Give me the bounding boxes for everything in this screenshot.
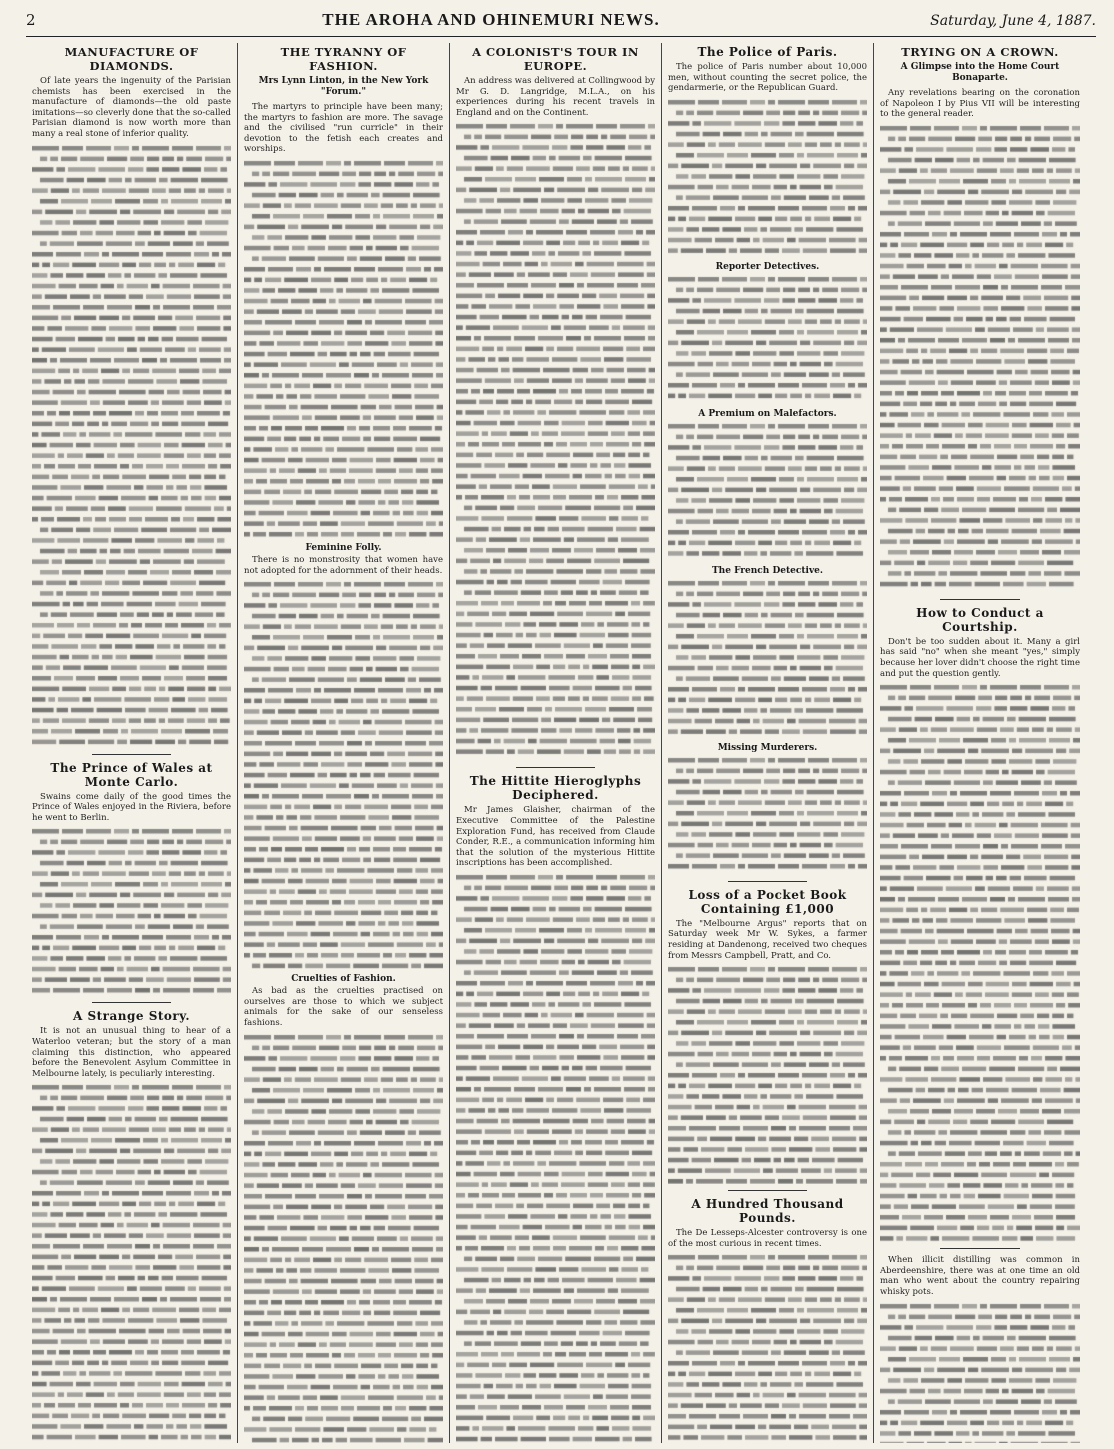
- article-body-text: [668, 755, 867, 875]
- article-lead: It is not an unusual thing to hear of a Waterloo veteran; but the story of a man claiming this distinction, who appeared before the Benevolent Asylum Committee in Melbourne lately, is peculiarly interesting.: [32, 1026, 231, 1079]
- newspaper-title: THE AROHA AND OHINEMURI NEWS.: [322, 10, 660, 29]
- article-body-text: [668, 274, 867, 404]
- article-body-text: [32, 143, 231, 748]
- article-subheading: Reporter Detectives.: [715, 261, 820, 272]
- article-heading: Loss of a Pocket Book Containing £1,000: [688, 887, 847, 916]
- article-subheading: Feminine Folly.: [305, 542, 382, 553]
- article-heading: The Police of Paris.: [697, 45, 838, 59]
- article-body-text: [32, 1082, 231, 1443]
- article-paragraph: When illicit distilling was common in Aberdeenshire, there was at one time an old man who went about the country repairing whisky pots.: [880, 1255, 1080, 1297]
- divider: [92, 1002, 172, 1003]
- divider: [516, 767, 596, 768]
- article-body-text: [668, 1252, 867, 1443]
- article-subheading: The French Detective.: [711, 565, 824, 576]
- article-lead: Don't be too sudden about it. Many a girl has said "no" when she meant "yes," simply because her lover didn't choose the right time and put the question gently.: [880, 636, 1080, 679]
- masthead: [26, 10, 1096, 37]
- article-body-text: [880, 682, 1080, 1242]
- article-body-text: [456, 872, 655, 1443]
- article-byline: A Glimpse into the Home Court Bonaparte.: [900, 62, 1060, 83]
- article-subheading: Missing Murderers.: [717, 742, 818, 753]
- issue-date: Saturday, June 4, 1887.: [930, 13, 1096, 29]
- article-heading: The Prince of Wales at Monte Carlo.: [50, 760, 213, 789]
- article-body-text: [668, 421, 867, 561]
- article-body-text: [244, 158, 443, 538]
- article-lead: Any revelations bearing on the coronation of Napoleon I by Pius VII will be interesting to the general reader.: [880, 88, 1080, 120]
- article-body-text: [244, 579, 443, 969]
- article-body-text: [32, 826, 231, 996]
- column-4: [662, 43, 874, 1443]
- article-heading: The Hittite Hieroglyphs Deciphered.: [469, 774, 642, 803]
- article-byline: Mrs Lynn Linton, in the New York "Forum.": [258, 76, 429, 97]
- page-number: 2: [26, 11, 36, 29]
- divider: [940, 599, 1020, 600]
- article-heading: A Hundred Thousand Pounds.: [691, 1197, 844, 1226]
- article-heading: TRYING ON A CROWN.: [901, 45, 1059, 59]
- column-5: [874, 43, 1086, 1443]
- article-heading: A Strange Story.: [72, 1009, 191, 1024]
- article-subheading: A Premium on Malefactors.: [698, 408, 837, 419]
- article-heading: MANUFACTURE OF DIAMONDS.: [64, 45, 199, 73]
- article-lead: An address was delivered at Collingwood by Mr G. D. Langridge, M.L.A., on his experiences during his recent travels in England and on the Continent.: [456, 76, 655, 118]
- article-lead: The martyrs to principle have been many; the martyrs to fashion are more. The savage and the civilised "run curricle" in their devotion to the fetish each creates and worships.: [244, 102, 443, 155]
- article-body-text: [244, 1032, 443, 1443]
- article-lead: Mr James Glaisher, chairman of the Executive Committee of the Palestine Exploration Fund, has received from Claude Conder, R.E., a communication informing him that the solution of the mysterious Hittite inscriptions has been accomplished.: [456, 805, 655, 869]
- article-body-text: [668, 97, 867, 257]
- divider: [92, 754, 172, 755]
- article-paragraph: There is no monstrosity that women have not adopted for the adornment of their heads.: [244, 554, 443, 576]
- divider: [728, 1190, 808, 1191]
- column-3: [450, 43, 662, 1443]
- article-lead: Swains come daily of the good times the Prince of Wales enjoyed in the Riviera, before he went to Berlin.: [32, 791, 231, 823]
- article-paragraph: As bad as the cruelties practised on ourselves are those to which we subject animals for the sake of our senseless fashions.: [244, 986, 443, 1028]
- article-heading: A COLONIST'S TOUR IN EUROPE.: [472, 45, 639, 73]
- divider: [940, 1248, 1020, 1249]
- columns: [26, 43, 1096, 1443]
- article-body-text: [456, 121, 655, 761]
- article-lead: The police of Paris number about 10,000 men, without counting the secret police, the gendarmerie, or the Republican Guard.: [668, 62, 867, 94]
- column-1: [26, 43, 238, 1443]
- article-heading: THE TYRANNY OF FASHION.: [280, 45, 407, 73]
- article-lead: Of late years the ingenuity of the Parisian chemists has been exercised in the manufacture of diamonds—the old paste imitations—so cleverly done that the so-called Parisian diamond is now worth more than many a real stone of inferior quality.: [32, 76, 231, 139]
- article-body-text: [668, 578, 867, 738]
- article-lead: The De Lesseps-Alcester controversy is one of the most curious in recent times.: [668, 1228, 867, 1249]
- article-body-text: [880, 123, 1080, 593]
- column-2: [238, 43, 450, 1443]
- article-heading: How to Conduct a Courtship.: [916, 605, 1044, 634]
- divider: [728, 881, 808, 882]
- article-body-text: [668, 964, 867, 1184]
- article-lead: The "Melbourne Argus" reports that on Saturday week Mr W. Sykes, a farmer residing at Dandenong, received two cheques from Messrs Campbell, Pratt, and Co.: [668, 918, 867, 961]
- article-body-text: [880, 1301, 1080, 1443]
- article-subheading: Cruelties of Fashion.: [291, 974, 396, 985]
